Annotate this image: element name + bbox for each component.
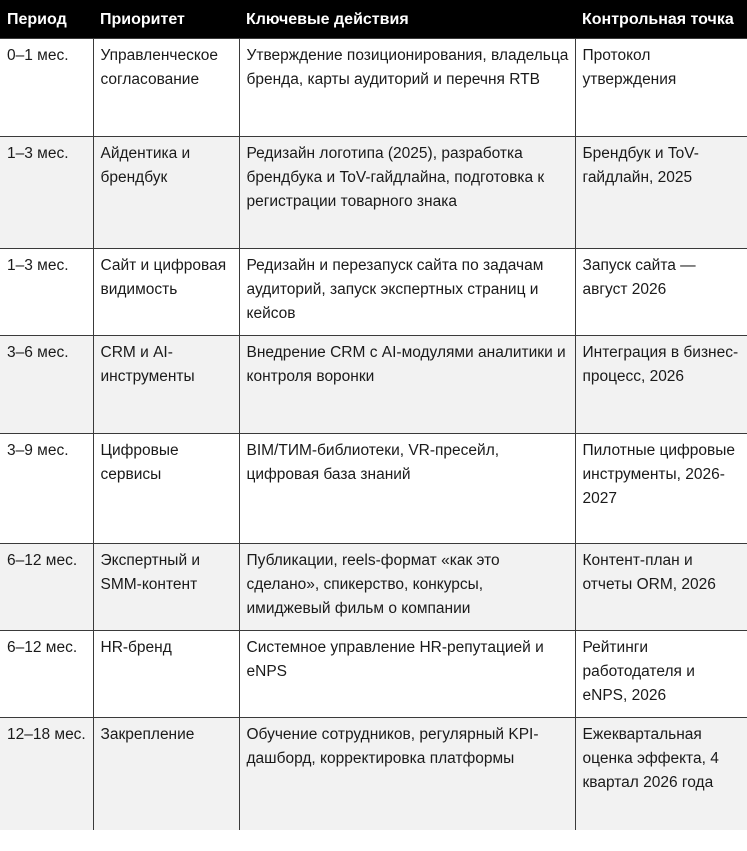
cell-checkpoint: Ежеквартальная оценка эффекта, 4 квартал 2026 года [575,718,747,830]
table-row [0,137,747,249]
table-row [0,249,747,336]
cell-priority: Айдентика и брендбук [93,137,239,249]
cell-checkpoint: Рейтинги работодателя и eNPS, 2026 [575,631,747,718]
cell-priority: Управленческое согласование [93,39,239,137]
header-period: Период [0,0,93,39]
table-row [0,718,747,830]
cell-checkpoint: Интеграция в бизнес-процесс, 2026 [575,336,747,434]
cell-period: 3–9 мес. [0,434,93,544]
cell-actions: Внедрение CRM с AI-модулями аналитики и контроля воронки [239,336,575,434]
header-key-actions: Ключевые действия [239,0,575,39]
cell-actions: Обучение сотрудников, регулярный KPI-дашборд, корректировка платформы [239,718,575,830]
header-priority: Приоритет [93,0,239,39]
table-row [0,631,747,718]
cell-period: 1–3 мес. [0,137,93,249]
cell-priority: Закрепление [93,718,239,830]
cell-actions: Редизайн и перезапуск сайта по задачам аудиторий, запуск экспертных страниц и кейсов [239,249,575,336]
cell-actions: Редизайн логотипа (2025), разработка брендбука и ToV-гайдлайна, подготовка к регистрации товарного знака [239,137,575,249]
cell-priority: Цифровые сервисы [93,434,239,544]
cell-priority: Сайт и цифровая видимость [93,249,239,336]
table-row [0,39,747,137]
cell-checkpoint: Контент-план и отчеты ORM, 2026 [575,544,747,631]
cell-actions: Системное управление HR-репутацией и eNPS [239,631,575,718]
cell-priority: HR-бренд [93,631,239,718]
cell-period: 3–6 мес. [0,336,93,434]
cell-checkpoint: Пилотные цифровые инструменты, 2026-2027 [575,434,747,544]
cell-checkpoint: Протокол утверждения [575,39,747,137]
cell-period: 6–12 мес. [0,544,93,631]
header-checkpoint: Контрольная точка [575,0,747,39]
cell-checkpoint: Брендбук и ToV-гайдлайн, 2025 [575,137,747,249]
cell-period: 12–18 мес. [0,718,93,830]
table-header-row [0,0,747,39]
table-row [0,434,747,544]
cell-period: 0–1 мес. [0,39,93,137]
cell-checkpoint: Запуск сайта — август 2026 [575,249,747,336]
cell-actions: Публикации, reels-формат «как это сделано», спикерство, конкурсы, имиджевый фильм о компании [239,544,575,631]
cell-priority: Экспертный и SMM-контент [93,544,239,631]
cell-actions: Утверждение позиционирования, владельца бренда, карты аудиторий и перечня RTB [239,39,575,137]
cell-period: 1–3 мес. [0,249,93,336]
cell-actions: BIM/ТИМ-библиотеки, VR-пресейл, цифровая база знаний [239,434,575,544]
table-row [0,336,747,434]
cell-priority: CRM и AI-инструменты [93,336,239,434]
table-row [0,544,747,631]
cell-period: 6–12 мес. [0,631,93,718]
